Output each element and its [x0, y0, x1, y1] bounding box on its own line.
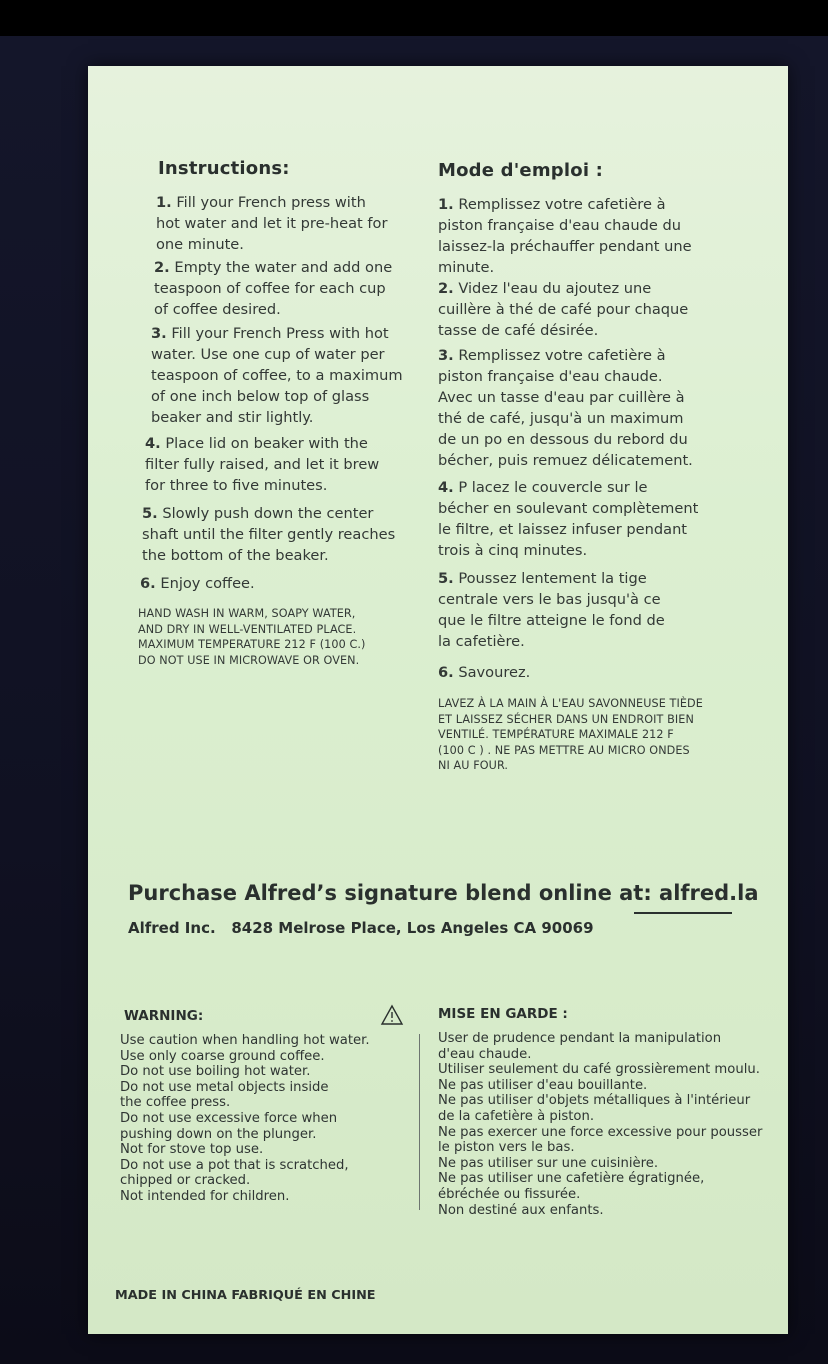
- en-step-4: 4. Place lid on beaker with the filter fully raised, and let it brew for three to five minutes.: [145, 435, 380, 494]
- en-step-6: 6. Enjoy coffee.: [140, 575, 255, 592]
- fr-step-6: 6. Savourez.: [438, 664, 531, 681]
- made-in-label: MADE IN CHINA FABRIQUÉ EN CHINE: [115, 1288, 376, 1303]
- warning-lines-fr: User de prudence pendant la manipulation d'eau chaude. Utiliser seulement du café grossièrement moulu. Ne pas utiliser d'eau bouillante. Ne pas utiliser d'objets métalliques à l'intérieur de la cafetière à piston. Ne pas exercer une force excessive pour pousser le piston vers le bas. Ne pas utiliser sur une cuisinière. Ne pas utiliser une cafetière égratignée, ébréchée ou fissurée. Non destiné aux enfants.: [438, 1031, 763, 1218]
- en-step-5: 5. Slowly push down the center shaft until the filter gently reaches the bottom of the beaker.: [142, 505, 396, 564]
- fr-step-1: 1. Remplissez votre cafetière à piston française d'eau chaude du laissez-la préchauffer pendant une minute.: [438, 196, 692, 276]
- purchase-line: Purchase Alfred’s signature blend online at: alfred.la: [128, 881, 759, 905]
- warning-divider: [419, 1034, 420, 1210]
- en-step-2: 2. Empty the water and add one teaspoon of coffee for each cup of coffee desired.: [154, 259, 393, 318]
- top-black-bar: [0, 0, 828, 36]
- warning-heading-en: WARNING:: [124, 1008, 204, 1024]
- purchase-link[interactable]: alfred.la: [659, 881, 759, 905]
- company-address: [128, 919, 594, 937]
- fr-step-5: 5. Poussez lentement la tige centrale vers le bas jusqu'à ce que le filtre atteigne le fond de la cafetière.: [438, 570, 665, 650]
- warning-lines-en: Use caution when handling hot water. Use only coarse ground coffee. Do not use boiling hot water. Do not use metal objects inside the coffee press. Do not use excessive force when pushing down on the plunger. Not for stove top use. Do not use a pot that is scratched, chipped or cracked. Not intended for children.: [120, 1033, 370, 1204]
- instructions-heading-fr: Mode d'emploi :: [438, 160, 604, 181]
- care-text-fr: LAVEZ À LA MAIN À L'EAU SAVONNEUSE TIÈDE ET LAISSEZ SÉCHER DANS UN ENDROIT BIEN VENTILÉ. TEMPÉRATURE MAXIMALE 212 F (100 C ) . NE PAS METTRE AU MICRO ONDES NI AU FOUR.: [438, 697, 703, 772]
- care-text-en: HAND WASH IN WARM, SOAPY WATER, AND DRY IN WELL-VENTILATED PLACE. MAXIMUM TEMPERATURE 212 F (100 C.) DO NOT USE IN MICROWAVE OR OVEN.: [138, 607, 366, 667]
- warning-heading-fr: MISE EN GARDE :: [438, 1006, 568, 1022]
- fr-step-3: 3. Remplissez votre cafetière à piston française d'eau chaude. Avec un tasse d'eau par cuillère à thé de café, jusqu'à un maximum de un po en dessous du rebord du bécher, puis remuez délicatement.: [438, 347, 693, 469]
- product-box-back: [88, 66, 788, 1334]
- street-address: 8428 Melrose Place, Los Angeles CA 90069: [231, 919, 594, 937]
- company-name: Alfred Inc.: [128, 919, 216, 937]
- instructions-heading-en: Instructions:: [158, 158, 290, 179]
- en-step-1: 1. Fill your French press with hot water and let it pre-heat for one minute.: [156, 194, 388, 253]
- link-underline: [634, 912, 732, 914]
- warning-triangle-icon: [380, 1004, 404, 1026]
- en-step-3: 3. Fill your French Press with hot water. Use one cup of water per teaspoon of coffee, to a maximum of one inch below top of glass beaker and stir lightly.: [151, 325, 403, 426]
- fr-step-4: 4. P lacez le couvercle sur le bécher en soulevant complètement le filtre, et laissez infuser pendant trois à cinq minutes.: [438, 479, 699, 559]
- fr-step-2: 2. Videz l'eau du ajoutez une cuillère à thé de café pour chaque tasse de café désirée.: [438, 280, 689, 339]
